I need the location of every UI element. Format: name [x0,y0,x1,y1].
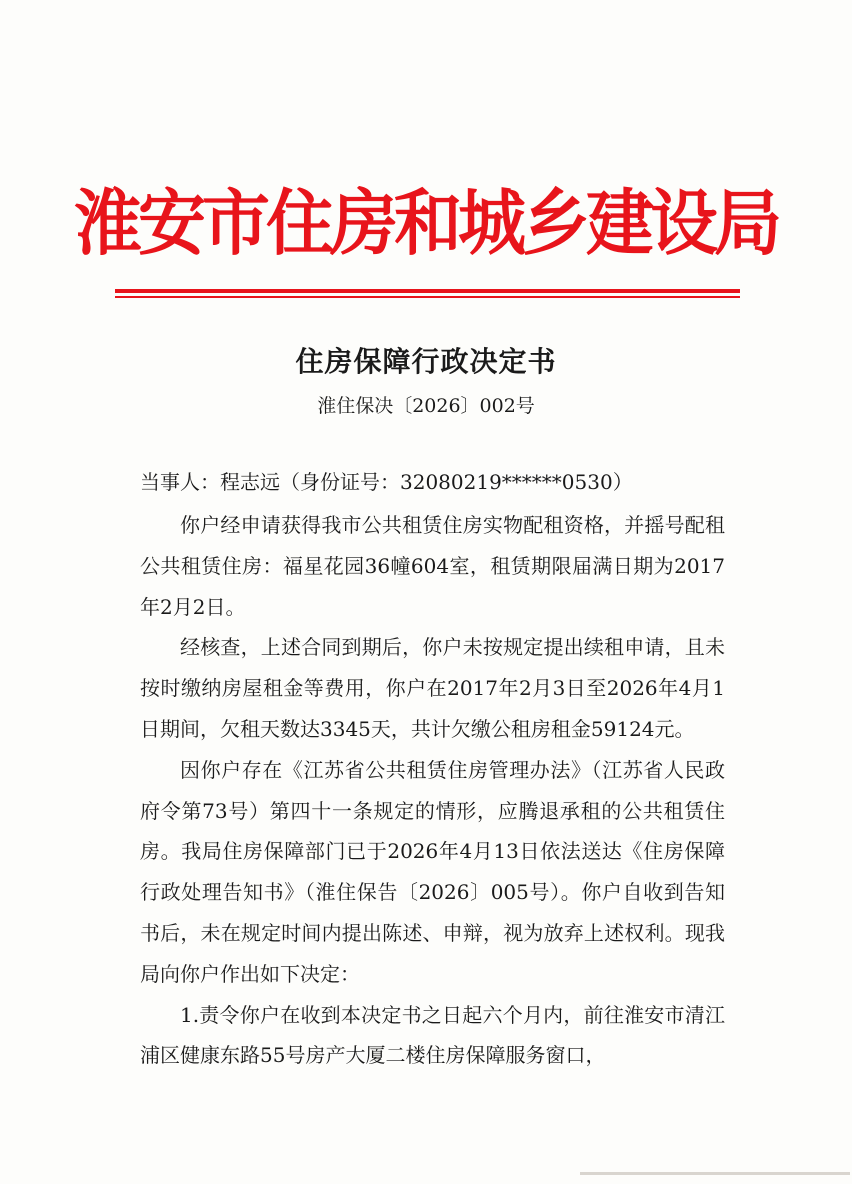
header-red-rule-thin [115,296,740,298]
body-paragraph: 1.责令你户在收到本决定书之日起六个月内，前往淮安市清江浦区健康东路55号房产大厦二楼住房保障服务窗口， [140,1002,725,1068]
body-paragraph: 你户经申请获得我市公共租赁住房实物配租资格，并摇号配租公共租赁住房：福星花园36幢604室，租赁期限届满日期为2017年2月2日。 [140,513,725,619]
document-title: 住房保障行政决定书 [295,345,557,378]
scan-shadow-edge [580,1172,850,1175]
party-line: 当事人：程志远（身份证号：32080219******0530） [140,470,633,494]
document-body [140,505,725,1076]
header-red-rule-thick [115,289,740,293]
body-paragraph: 因你户存在《江苏省公共租赁住房管理办法》（江苏省人民政府令第73号）第四十一条规定的情形，应腾退承租的公共租赁住房。我局住房保障部门已于2026年4月13日依法送达《住房保障行政处理告知书》（淮住保告〔2026〕005号）。你户自收到告知书后，未在规定时间内提出陈述、申辩，视为放弃上述权利。现我局向你户作出如下决定： [140,757,725,986]
document-number: 淮住保决〔2026〕002号 [317,395,535,417]
body-paragraph: 经核查，上述合同到期后，你户未按规定提出续租申请，且未按时缴纳房屋租金等费用，你户在2017年2月3日至2026年4月1日期间，欠租天数达3345天，共计欠缴公租房租金59124元。 [140,635,725,741]
issuing-authority-header: 淮安市住房和城乡建设局 [73,183,778,266]
